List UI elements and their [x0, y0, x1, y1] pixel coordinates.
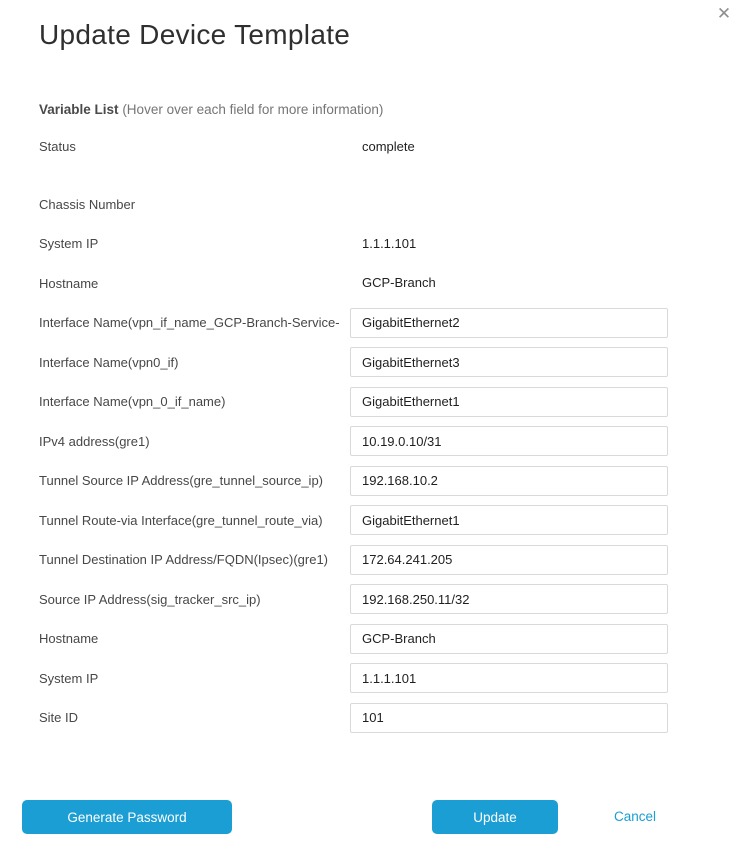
form-row: [39, 224, 668, 264]
update-button[interactable]: Update: [432, 800, 558, 834]
field-value-cell: [350, 545, 668, 575]
field-input[interactable]: [350, 663, 668, 693]
field-value-cell: [350, 387, 668, 417]
variable-list-note: (Hover over each field for more information): [122, 102, 384, 117]
field-value-cell: [350, 235, 668, 253]
field-value: 1.1.1.101: [362, 235, 417, 251]
close-icon[interactable]: ✕: [716, 4, 732, 23]
field-label: Tunnel Route-via Interface(gre_tunnel_route_via): [39, 512, 323, 528]
form-row: [39, 127, 668, 167]
field-input[interactable]: [350, 505, 668, 535]
field-input[interactable]: [350, 426, 668, 456]
form-row: [39, 382, 668, 422]
field-label: Interface Name(vpn_if_name_GCP-Branch-Service-: [39, 315, 340, 331]
field-value: complete: [362, 138, 415, 154]
field-value-cell: [350, 308, 668, 338]
field-label: System IP: [39, 670, 99, 686]
form-row: [39, 580, 668, 620]
field-value-cell: [350, 138, 668, 156]
field-value-cell: [350, 426, 668, 456]
generate-password-button[interactable]: Generate Password: [22, 800, 232, 834]
field-label: Hostname: [39, 275, 99, 291]
field-input[interactable]: [350, 347, 668, 377]
field-label: Interface Name(vpn0_if): [39, 354, 179, 370]
form-row: [39, 264, 668, 304]
field-input[interactable]: [350, 545, 668, 575]
form-row: [39, 422, 668, 462]
field-label: Interface Name(vpn_0_if_name): [39, 394, 226, 410]
form-row: [39, 659, 668, 699]
form-rows: [39, 127, 668, 738]
field-value-cell: [350, 505, 668, 535]
field-input[interactable]: [350, 466, 668, 496]
field-label: Site ID: [39, 710, 79, 726]
variable-list-label: Variable List: [39, 102, 119, 117]
field-input[interactable]: [350, 387, 668, 417]
field-value-cell: [350, 347, 668, 377]
form-row: [39, 303, 668, 343]
field-value-cell: [350, 624, 668, 654]
field-label: Status: [39, 139, 76, 155]
form-row: [39, 619, 668, 659]
field-value-cell: [350, 663, 668, 693]
field-value-cell: [350, 703, 668, 733]
field-value-cell: [350, 195, 668, 213]
field-label: Tunnel Source IP Address(gre_tunnel_source_ip): [39, 473, 324, 489]
form-row: [39, 501, 668, 541]
field-label: Tunnel Destination IP Address/FQDN(Ipsec)(gre1): [39, 552, 329, 568]
field-label: Chassis Number: [39, 196, 136, 212]
form-row: [39, 185, 668, 225]
form-row: [39, 343, 668, 383]
variable-list-heading: [39, 102, 383, 117]
form-row: [39, 540, 668, 580]
field-input[interactable]: [350, 624, 668, 654]
field-value-cell: [350, 466, 668, 496]
field-label: System IP: [39, 236, 99, 252]
field-input[interactable]: [350, 584, 668, 614]
field-label: Hostname: [39, 631, 99, 647]
field-value-cell: [350, 274, 668, 292]
dialog-title: Update Device Template: [39, 19, 351, 50]
field-input[interactable]: [350, 703, 668, 733]
field-value-cell: [350, 584, 668, 614]
field-input[interactable]: [350, 308, 668, 338]
field-label: Source IP Address(sig_tracker_src_ip): [39, 591, 261, 607]
cancel-button[interactable]: Cancel: [614, 809, 657, 824]
field-label: IPv4 address(gre1): [39, 433, 150, 449]
dialog-footer: [0, 800, 752, 834]
form-row: [39, 698, 668, 738]
form-row: [39, 461, 668, 501]
field-value: GCP-Branch: [362, 275, 436, 291]
